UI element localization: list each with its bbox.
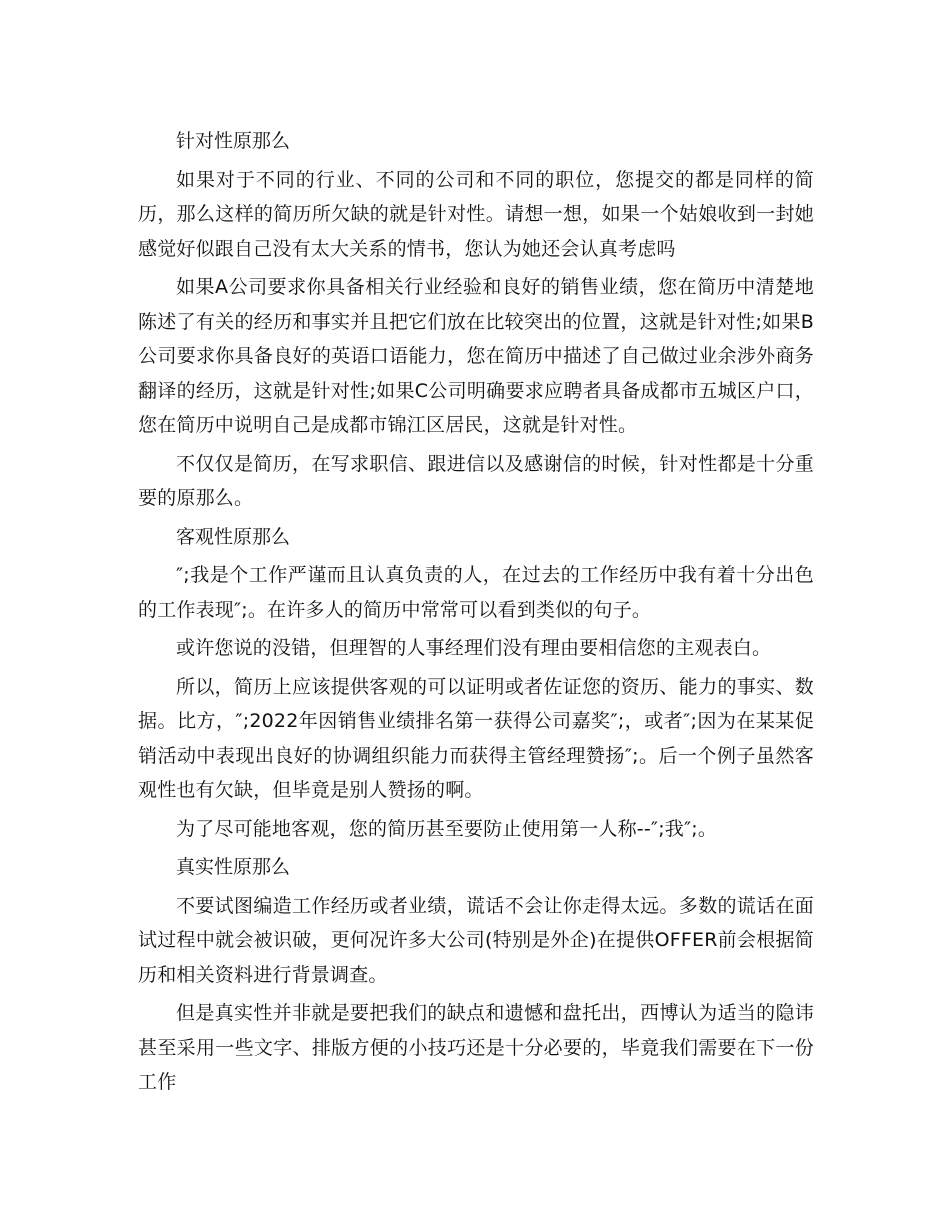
paragraph: ″;我是个工作严谨而且认真负责的人，在过去的工作经历中我有着十分出色的工作表现″;。在许多人的简历中常常可以看到类似的句子。 xyxy=(138,564,814,621)
paragraph: 为了尽可能地客观，您的简历甚至要防止使用第一人称--″;我″;。 xyxy=(176,817,718,840)
paragraph: 不仅仅是简历，在写求职信、跟进信以及感谢信的时候，针对性都是十分重要的原那么。 xyxy=(138,452,814,509)
section-heading-targeting: 针对性原那么 xyxy=(176,130,291,152)
document-body xyxy=(138,124,814,1104)
paragraph: 如果对于不同的行业、不同的公司和不同的职位，您提交的都是同样的简历，那么这样的简历所欠缺的就是针对性。请想一想，如果一个姑娘收到一封她感觉好似跟自己没有太大关系的情书，您认为她还会认真考虑吗 xyxy=(138,168,814,260)
paragraph: 不要试图编造工作经历或者业绩，谎话不会让你走得太远。多数的谎话在面试过程中就会被识破，更何况许多大公司(特别是外企)在提供OFFER前会根据简历和相关资料进行背景调查。 xyxy=(138,894,814,986)
paragraph: 或许您说的没错，但理智的人事经理们没有理由要相信您的主观表白。 xyxy=(176,637,772,659)
section-heading-objectivity: 客观性原那么 xyxy=(176,525,291,548)
paragraph: 但是真实性并非就是要把我们的缺点和遗憾和盘托出，西博认为适当的隐讳甚至采用一些文字、排版方便的小技巧还是十分必要的，毕竟我们需要在下一份工作 xyxy=(138,1002,814,1093)
paragraph: 所以，简历上应该提供客观的可以证明或者佐证您的资历、能力的事实、数据。比方，″;2022年因销售业绩排名第一获得公司嘉奖″;，或者″;因为在某某促销活动中表现出良好的协调组织能力而获得主管经理赞扬″;。后一个例子虽然客观性也有欠缺，但毕竟是别人赞扬的啊。 xyxy=(138,675,814,801)
section-heading-truthfulness: 真实性原那么 xyxy=(176,856,291,878)
paragraph: 如果A公司要求你具备相关行业经验和良好的销售业绩，您在简历中清楚地陈述了有关的经历和事实并且把它们放在比较突出的位置，这就是针对性;如果B公司要求你具备良好的英语口语能力，您在简历中描述了自己做过业余涉外商务翻译的经历，这就是针对性;如果C公司明确要求应聘者具备成都市五城区户口，您在简历中说明自己是成都市锦江区居民，这就是针对性。 xyxy=(138,276,814,436)
